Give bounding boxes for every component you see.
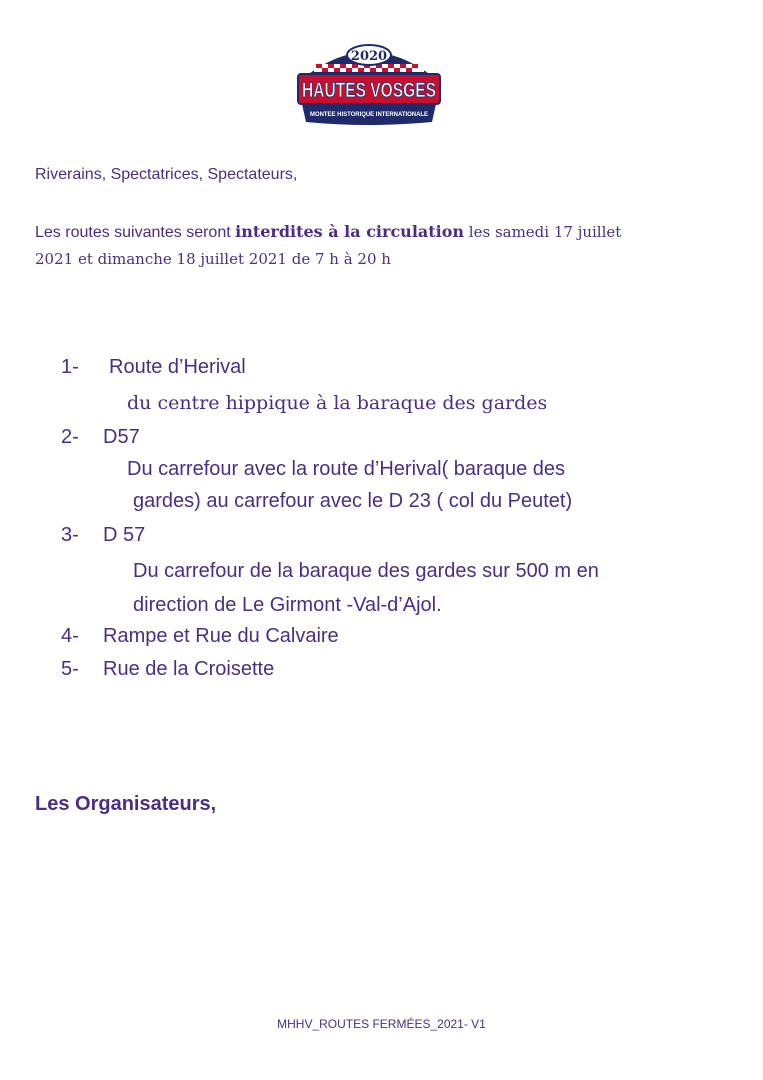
item-1-number: 1-	[61, 356, 79, 378]
item-3-detail-1: Du carrefour de la baraque des gardes sur 500 m en	[133, 560, 599, 582]
item-5-title: Rue de la Croisette	[103, 658, 275, 680]
item-1-detail-1: du centre hippique à la baraque des gardes	[127, 392, 548, 414]
footer-reference: MHHV_ROUTES FERMÉES_2021- V1	[277, 1017, 486, 1031]
item-1-title: Route d’Herival	[109, 356, 246, 378]
intro-part2: les samedi 17 juillet	[464, 223, 622, 241]
signoff: Les Organisateurs,	[35, 793, 217, 815]
logo-year: 2020	[350, 49, 388, 64]
intro-line2: 2021 et dimanche 18 juillet 2021 de 7 h à 20 h	[35, 250, 391, 268]
item-2-title: D57	[103, 426, 140, 448]
item-4-number: 4-	[61, 625, 79, 647]
item-3-detail-2: direction de Le Girmont -Val-d’Ajol.	[133, 594, 442, 616]
item-2-detail-1: Du carrefour avec la route d’Herival( baraque des	[127, 458, 565, 480]
hautes-vosges-logo	[294, 36, 444, 128]
item-3-title: D 57	[103, 524, 146, 546]
item-5-number: 5-	[61, 658, 79, 680]
logo-name: HAUTES VOSGES	[302, 79, 436, 102]
item-2-detail-2: gardes) au carrefour avec le D 23 ( col du Peutet)	[133, 490, 573, 512]
item-2-number: 2-	[61, 426, 79, 448]
intro-paragraph	[35, 218, 735, 273]
intro-emphasis: interdites à la circulation	[235, 222, 465, 241]
item-4-title: Rampe et Rue du Calvaire	[103, 625, 339, 647]
logo-tagline: MONTEE HISTORIQUE INTERNATIONALE	[310, 112, 428, 118]
intro-part1: Les routes suivantes seront	[35, 224, 236, 241]
item-3-number: 3-	[61, 524, 79, 546]
greeting: Riverains, Spectatrices, Spectateurs,	[35, 166, 298, 183]
